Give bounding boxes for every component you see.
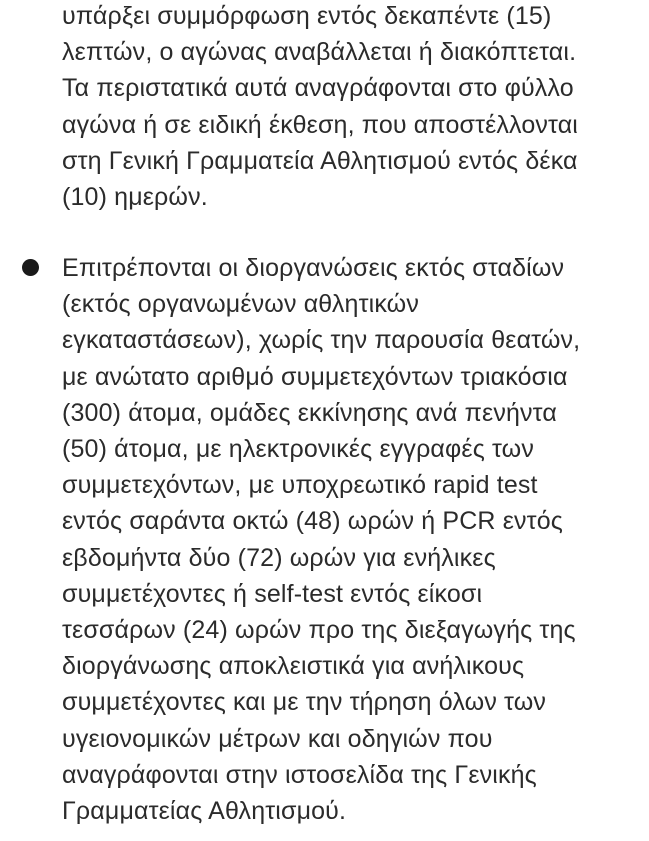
text-line: (300) άτομα, ομάδες εκκίνησης ανά πενήντα: [62, 398, 557, 427]
text-line: (50) άτομα, με ηλεκτρονικές εγγραφές των: [62, 435, 534, 464]
text-line: Γραμματείας Αθλητισμού.: [62, 797, 347, 826]
text-line: με ανώτατο αριθμό συμμετεχόντων τριακόσια: [62, 362, 568, 391]
text-line: (εκτός οργανωμένων αθλητικών: [62, 290, 419, 319]
text-line: λεπτών, ο αγώνας αναβάλλεται ή διακόπτεται.: [62, 38, 577, 67]
text-line: συμμετεχόντων, με υποχρεωτικό rapid test: [62, 471, 538, 500]
text-line: εγκαταστάσεων), χωρίς την παρουσία θεατών,: [62, 326, 581, 355]
text-line: διοργάνωσης αποκλειστικά για ανήλικους: [62, 652, 525, 681]
text-line: υγειονομικών μέτρων και οδηγιών που: [62, 724, 493, 753]
bullet-dot-icon: [22, 259, 39, 276]
text-line: συμμετέχοντες ή self-test εντός είκοσι: [62, 579, 483, 608]
text-line: Τα περιστατικά αυτά αναγράφονται στο φύλλο: [62, 74, 574, 103]
text-line: (10) ημερών.: [62, 183, 208, 212]
text-line: εβδομήντα δύο (72) ωρών για ενήλικες: [62, 543, 496, 572]
text-line: αγώνα ή σε ειδική έκθεση, που αποστέλλονται: [62, 110, 578, 139]
text-line: Επιτρέπονται οι διοργανώσεις εκτός σταδίων: [62, 254, 565, 282]
bullet-list-item: [62, 250, 646, 829]
text-line: συμμετέχοντες και με την τήρηση όλων των: [62, 688, 547, 717]
text-line: υπάρξει συμμόρφωση εντός δεκαπέντε (15): [62, 2, 552, 30]
text-line: τεσσάρων (24) ωρών προ της διεξαγωγής της: [62, 616, 576, 645]
text-line: εντός σαράντα οκτώ (48) ωρών ή PCR εντός: [62, 507, 563, 536]
text-line: αναγράφονται στην ιστοσελίδα της Γενικής: [62, 760, 537, 789]
text-line: στη Γενική Γραμματεία Αθλητισμού εντός δέκα: [62, 146, 578, 175]
continuation-paragraph: [62, 0, 646, 215]
